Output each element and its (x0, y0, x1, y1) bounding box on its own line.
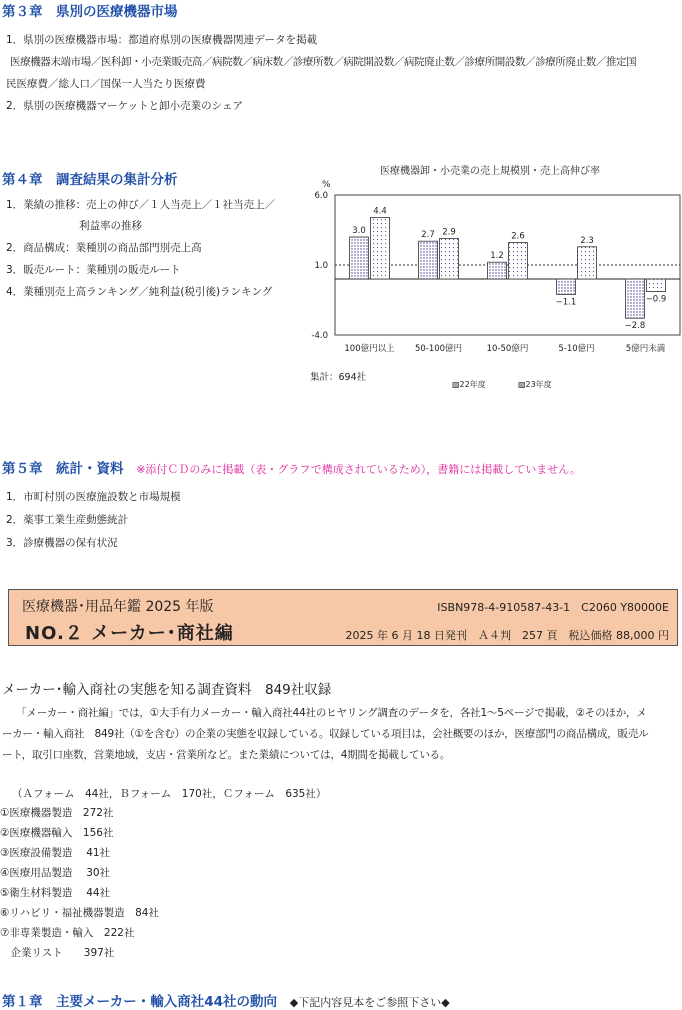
x-tick-label: 5-10億円 (558, 344, 595, 354)
bar-22-1 (419, 241, 438, 279)
product-info-box (8, 589, 678, 646)
data-label: 3.0 (352, 226, 366, 236)
intro-para-line-1: 「メーカー・商社編」では，①大手有力メーカー・輸入商社44社のヒヤリング調査のデータを，各社1～5ページで掲載，②そのほか，メ (16, 707, 647, 719)
ch5-heading (2, 457, 581, 477)
y-tick-label: 1.0 (314, 261, 328, 271)
ch1-title: 第１章 主要メーカー・輸入商社44社の動向 (2, 994, 278, 1010)
data-label: −0.9 (645, 294, 667, 305)
data-label: 1.2 (490, 251, 504, 262)
ch4-line-1: 1．業績の推移：売上の伸び／１人当売上／１社当売上／ (6, 199, 276, 211)
data-label: −1.1 (555, 297, 577, 308)
ch5-line-1: 1．市町村別の医療施設数と市場規模 (6, 491, 181, 503)
bar-23-1 (440, 238, 459, 279)
ch4-line-2: 利益率の推移 (79, 220, 142, 232)
ch4-heading: 第４章 調査結果の集計分析 (2, 172, 178, 188)
bar-23-3 (578, 247, 597, 279)
data-label: 2.3 (580, 235, 594, 246)
y-tick-label: 6.0 (314, 191, 328, 201)
forms-item-5: ⑤衛生材料製造 44社 (0, 887, 111, 899)
ch4-line-5: 4．業種別売上高ランキング／純利益(税引後)ランキング (6, 286, 273, 298)
data-label: 4.4 (373, 206, 387, 217)
ch5-note: ※添付ＣＤのみに掲載（表・グラフで構成されているため），書籍には掲載していません。 (136, 463, 581, 476)
chart-title: 医療機器卸・小売業の売上規模別・売上高伸び率 (380, 166, 600, 177)
chart-ylabel: % (322, 180, 331, 190)
ch5-line-3: 3．診療機器の保有状況 (6, 537, 118, 549)
forms-item-1: ①医療機器製造 272社 (0, 807, 114, 819)
intro-title: メーカー･輸入商社の実態を知る調査資料 849社収録 (2, 682, 332, 698)
data-label: −2.8 (624, 321, 646, 332)
intro-para-line-3: ート，取引口座数，営業地域，支店・営業所など。また業績については，4期間を掲載している。 (2, 749, 451, 761)
forms-item-2: ②医療機器輸入 156社 (0, 827, 114, 839)
ch4-line-4: 3．販売ルート：業種別の販売ルート (6, 264, 181, 276)
x-tick-label: 10-50億円 (486, 344, 529, 354)
data-label: 2.9 (442, 227, 456, 238)
legend-23: ▨23年度 (518, 380, 552, 389)
forms-summary: （Ａフォーム 44社，Ｂフォーム 170社，Ｃフォーム 635社） (12, 788, 327, 800)
forms-item-4: ④医療用品製造 30社 (0, 867, 111, 879)
y-tick-label: -4.0 (311, 331, 328, 341)
box-isbn: ISBN978-4-910587-43-1 C2060 Y80000E (437, 601, 669, 614)
bar-22-4 (626, 279, 645, 318)
forms-item-8: 企業リスト 397社 (0, 947, 115, 959)
bar-23-0 (371, 217, 390, 279)
data-label: 2.6 (511, 231, 525, 242)
ch4-line-3: 2．商品構成：業種別の商品部門別売上高 (6, 242, 202, 254)
ch1-note: ◆下記内容見本をご参照下さい◆ (289, 996, 450, 1009)
ch1-heading (2, 990, 450, 1010)
bar-23-4 (647, 279, 666, 292)
legend-22: ▨22年度 (452, 380, 486, 389)
ch3-line-4: 2．県別の医療機器マーケットと卸小売業のシェア (6, 100, 243, 112)
ch5-line-2: 2．薬事工業生産動態統計 (6, 514, 129, 526)
box-subtitle: NO.２ メーカー･商社編 (25, 623, 234, 644)
ch3-line-3: 民医療費／総人口／国保一人当たり医療費 (6, 78, 206, 90)
sales-growth-chart (300, 158, 682, 393)
box-title: 医療機器･用品年鑑 2025 年版 (22, 599, 214, 615)
intro-paragraph (2, 703, 682, 766)
x-tick-label: 5億円未満 (625, 344, 666, 354)
forms-item-7: ⑦非専業製造・輸入 222社 (0, 927, 135, 939)
bar-23-2 (509, 243, 528, 279)
x-tick-label: 50-100億円 (414, 344, 463, 354)
bar-22-0 (350, 237, 369, 279)
data-label: 2.7 (421, 230, 435, 241)
forms-item-3: ③医療設備製造 41社 (0, 847, 111, 859)
box-publication: 2025 年 6 月 18 日発刊 Ａ４判 257 頁 税込価格 88,000 円 (345, 629, 669, 642)
intro-para-line-2: ーカー・輸入商社 849社（①を含む）の企業の実態を収録している。収録している項目は，会社概要のほか，医療部門の商品構成，販売ル (2, 728, 649, 740)
bar-22-3 (557, 279, 576, 294)
forms-item-6: ⑥リハビリ・福祉機器製造 84社 (0, 907, 159, 919)
chart-footnote: 集計：694社 (310, 372, 367, 383)
x-tick-label: 100億円以上 (344, 344, 395, 354)
ch3-line-2: 医療機器末端市場／医科卸・小売業販売高／病院数／病床数／診療所数／病院開設数／病院廃止数／診療所開設数／診療所廃止数／推定国 (10, 56, 637, 68)
ch3-heading: 第３章 県別の医療機器市場 (2, 4, 178, 20)
ch3-line-1: 1．県別の医療機器市場：都道府県別の医療機器関連データを掲載 (6, 34, 318, 46)
ch5-title: 第５章 統計・資料 (2, 461, 124, 477)
bar-22-2 (488, 262, 507, 279)
